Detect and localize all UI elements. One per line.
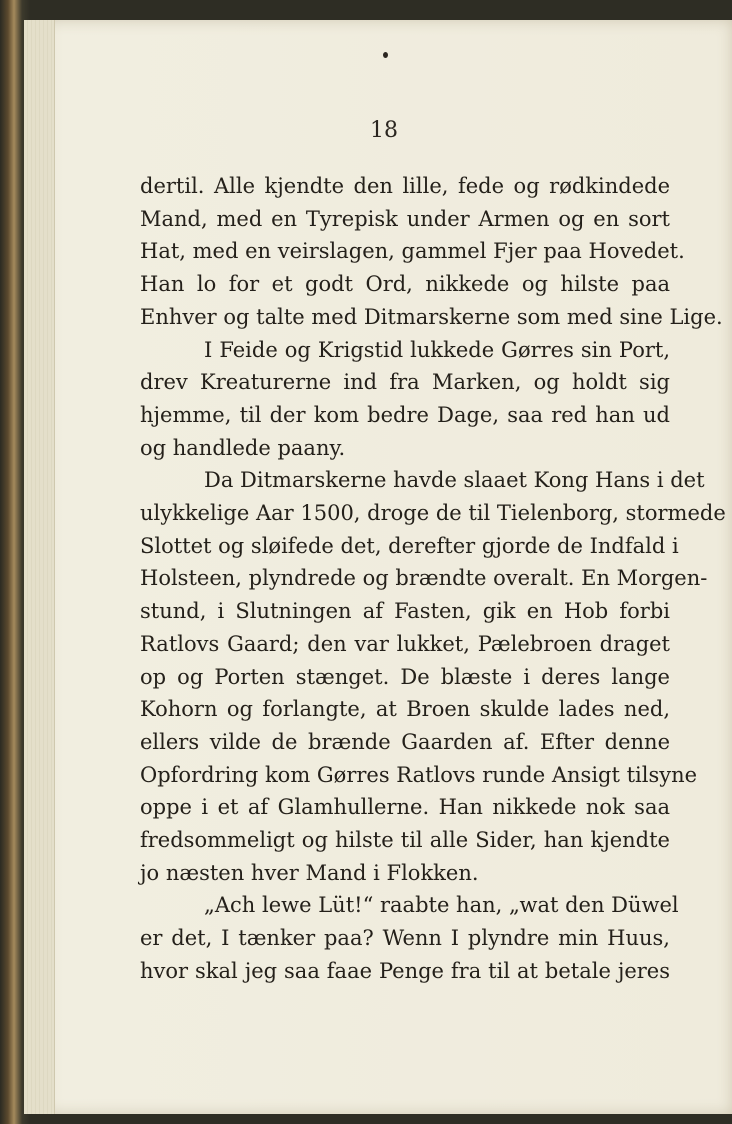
text-line: ulykkelige Aar 1500, droge de til Tielenborg, stormede (140, 501, 726, 526)
text-line: Han lo for et godt Ord, nikkede og hilste paa (140, 272, 670, 297)
text-line: op og Porten stænget. De blæste i deres lange (140, 664, 670, 689)
paragraph-start: I Feide og Krigstid lukkede Gørres sin Port, (204, 337, 670, 362)
text-line: oppe i et af Glamhullerne. Han nikkede nok saa (140, 795, 670, 820)
text-line: dertil. Alle kjendte den lille, fede og rødkindede (140, 174, 670, 198)
ink-dot (383, 52, 388, 58)
text-line: stund, i Slutningen af Fasten, gik en Hob forbi (140, 599, 670, 624)
paragraph-start: Da Ditmarskerne havde slaaet Kong Hans i det (204, 468, 705, 493)
text-line: Mand, med en Tyrepisk under Armen og en sort (140, 206, 670, 231)
text-line: jo næsten hver Mand i Flokken. (140, 860, 479, 885)
body-text (140, 170, 726, 988)
text-line: Kohorn og forlangte, at Broen skulde lades ned, (140, 697, 670, 722)
text-line: drev Kreaturerne ind fra Marken, og holdt sig (140, 370, 670, 395)
text-line: fredsommeligt og hilste til alle Sider, han kjendte (140, 828, 670, 853)
text-line: Enhver og talte med Ditmarskerne som med sine Lige. (140, 304, 723, 329)
paragraph-start: „Ach lewe Lüt!“ raabte han, „wat den Düwel (204, 893, 679, 918)
text-line: og handlede paany. (140, 435, 346, 460)
text-line: hjemme, til der kom bedre Dage, saa red han ud (140, 402, 670, 427)
text-line: Hat, med en veirslagen, gammel Fjer paa Hovedet. (140, 239, 685, 264)
text-line: hvor skal jeg saa faae Penge fra til at betale jeres (140, 958, 670, 983)
page-number: 18 (370, 118, 398, 143)
text-line: Holsteen, plyndrede og brændte overalt. En Morgen- (140, 566, 708, 591)
text-line: Ratlovs Gaard; den var lukket, Pælebroen draget (140, 631, 670, 656)
text-line: Opfordring kom Gørres Ratlovs runde Ansigt tilsyne (140, 762, 698, 787)
text-line: Slottet og sløifede det, derefter gjorde de Indfald i (140, 533, 679, 558)
text-line: ellers vilde de brænde Gaarden af. Efter denne (140, 729, 670, 754)
text-line: er det, I tænker paa? Wenn I plyndre min Huus, (140, 926, 670, 951)
page-gutter (24, 20, 55, 1114)
